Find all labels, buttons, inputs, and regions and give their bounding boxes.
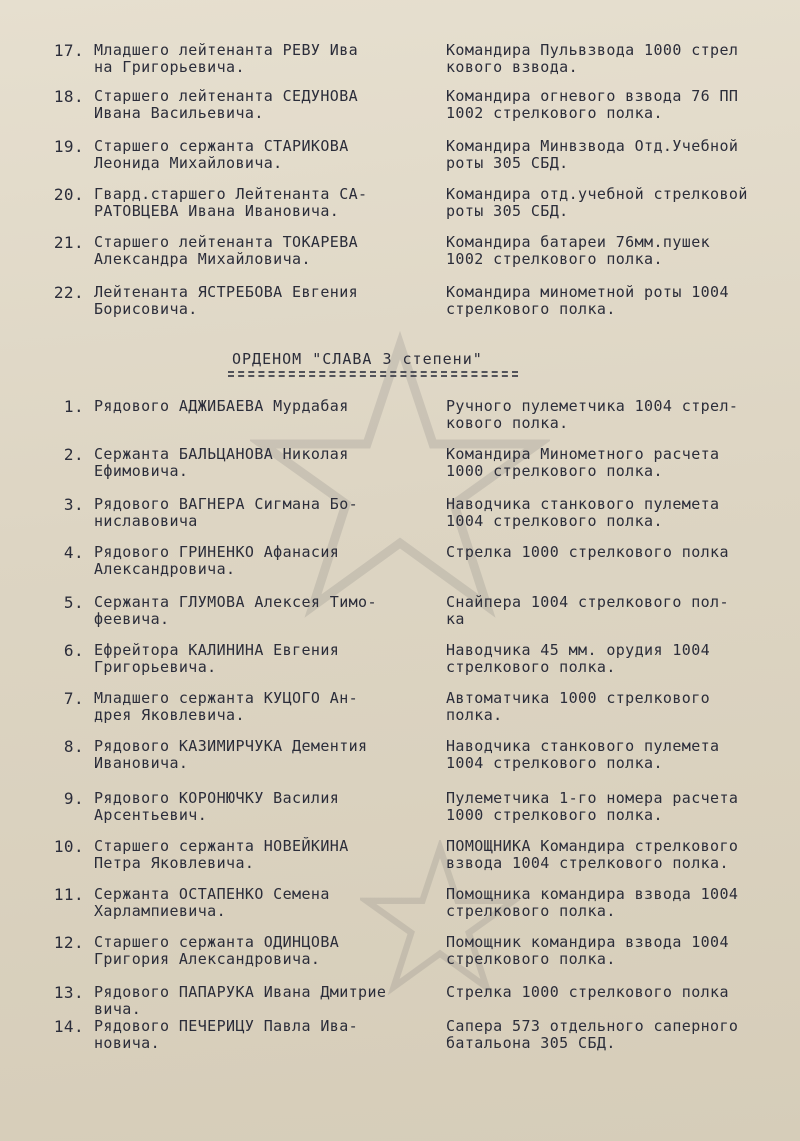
position-description <box>446 642 794 676</box>
person-name-line: Рядового ВАГНЕРА Сигмана Бо- <box>94 495 359 513</box>
person-name <box>94 838 429 872</box>
section-heading: ОРДЕНОМ "СЛАВА 3 степени" <box>232 350 483 368</box>
person-name-line: Ивана Васильевича. <box>94 104 264 122</box>
position-description-line: кового полка. <box>446 414 569 432</box>
position-description-line: Командира батареи 76мм.пушек <box>446 233 711 251</box>
entry-number: 8. <box>63 737 84 756</box>
person-name-line: новича. <box>94 1034 161 1052</box>
position-description <box>446 446 794 480</box>
person-name <box>94 642 429 676</box>
position-description-line: Помощника командира взвода 1004 <box>446 885 739 903</box>
position-description <box>446 88 794 122</box>
position-description-line: Наводчика станкового пулемета <box>446 495 720 513</box>
entry-number: 6. <box>63 641 84 660</box>
person-name-line: Рядового ПАПАРУКА Ивана Дмитрие <box>94 983 387 1001</box>
person-name-line: ниславовича <box>94 512 198 530</box>
entry-number: 18. <box>53 87 84 106</box>
person-name <box>94 496 429 530</box>
person-name-line: Рядового ПЕЧЕРИЦУ Павла Ива- <box>94 1017 359 1035</box>
person-name-line: Старшего лейтенанта СЕДУНОВА <box>94 87 359 105</box>
position-description-line: Стрелка 1000 стрелкового полка <box>446 983 729 1001</box>
heading-underline <box>228 371 518 377</box>
entry-number: 21. <box>53 233 84 252</box>
position-description-line: 1004 стрелкового полка. <box>446 754 663 772</box>
entry-number: 3. <box>63 495 84 514</box>
person-name-line: Младшего лейтенанта РЕВУ Ива <box>94 41 359 59</box>
position-description-line: Командира минометной роты 1004 <box>446 283 729 301</box>
entry-number: 7. <box>63 689 84 708</box>
position-description <box>446 544 794 561</box>
position-description-line: ка <box>446 610 465 628</box>
entry-number: 11. <box>53 885 84 904</box>
person-name-line: Харлампиевича. <box>94 902 227 920</box>
person-name <box>94 594 429 628</box>
person-name-line: Леонида Михайловича. <box>94 154 283 172</box>
person-name-line: Рядового АДЖИБАЕВА Мурдабая <box>94 397 349 415</box>
position-description-line: 1004 стрелкового полка. <box>446 512 663 530</box>
person-name-line: феевича. <box>94 610 170 628</box>
person-name-line: Григорьевича. <box>94 658 217 676</box>
person-name-line: Петра Яковлевича. <box>94 854 255 872</box>
person-name <box>94 234 429 268</box>
position-description <box>446 284 794 318</box>
entry-number: 13. <box>53 983 84 1002</box>
position-description-line: Помощник командира взвода 1004 <box>446 933 729 951</box>
person-name-line: Рядового КОРОНЮЧКУ Василия <box>94 789 340 807</box>
person-name-line: Старшего сержанта СТАРИКОВА <box>94 137 349 155</box>
position-description <box>446 398 794 432</box>
position-description-line: 1000 стрелкового полка. <box>446 806 663 824</box>
person-name-line: вича. <box>94 1000 142 1018</box>
position-description <box>446 886 794 920</box>
person-name-line: Старшего сержанта ОДИНЦОВА <box>94 933 340 951</box>
person-name <box>94 138 429 172</box>
person-name-line: РАТОВЦЕВА Ивана Ивановича. <box>94 202 340 220</box>
person-name-line: Александра Михайловича. <box>94 250 311 268</box>
position-description-line: Командира Минометного расчета <box>446 445 720 463</box>
person-name-line: Лейтенанта ЯСТРЕБОВА Евгения <box>94 283 359 301</box>
person-name-line: Сержанта ГЛУМОВА Алексея Тимо- <box>94 593 377 611</box>
position-description <box>446 838 794 872</box>
position-description-line: 1002 стрелкового полка. <box>446 250 663 268</box>
person-name <box>94 690 429 724</box>
position-description-line: Наводчика 45 мм. орудия 1004 <box>446 641 711 659</box>
person-name-line: Старшего лейтенанта ТОКАРЕВА <box>94 233 359 251</box>
position-description-line: роты 305 СБД. <box>446 154 569 172</box>
position-description-line: Командира отд.учебной стрелковой <box>446 185 748 203</box>
position-description-line: стрелкового полка. <box>446 902 616 920</box>
position-description <box>446 42 794 76</box>
person-name-line: Старшего сержанта НОВЕЙКИНА <box>94 837 349 855</box>
entry-number: 5. <box>63 593 84 612</box>
person-name-line: Рядового ГРИНЕНКО Афанасия <box>94 543 340 561</box>
position-description-line: Командира Пульвзвода 1000 стрел <box>446 41 739 59</box>
person-name <box>94 1018 429 1052</box>
entry-number: 9. <box>63 789 84 808</box>
person-name <box>94 738 429 772</box>
position-description-line: Ручного пулеметчика 1004 стрел- <box>446 397 739 415</box>
position-description <box>446 984 794 1001</box>
position-description <box>446 234 794 268</box>
person-name <box>94 934 429 968</box>
entry-number: 2. <box>63 445 84 464</box>
person-name-line: Григория Александровича. <box>94 950 321 968</box>
position-description <box>446 138 794 172</box>
person-name-line: Гвард.старшего Лейтенанта СА- <box>94 185 368 203</box>
person-name <box>94 186 429 220</box>
position-description-line: Наводчика станкового пулемета <box>446 737 720 755</box>
entry-number: 4. <box>63 543 84 562</box>
position-description-line: полка. <box>446 706 503 724</box>
person-name <box>94 984 429 1018</box>
entry-number: 10. <box>53 837 84 856</box>
person-name-line: Ефимовича. <box>94 462 189 480</box>
person-name <box>94 42 429 76</box>
position-description-line: батальона 305 СБД. <box>446 1034 616 1052</box>
position-description <box>446 496 794 530</box>
position-description <box>446 690 794 724</box>
person-name-line: Ивановича. <box>94 754 189 772</box>
person-name <box>94 398 429 415</box>
person-name-line: Арсентьевич. <box>94 806 208 824</box>
position-description-line: взвода 1004 стрелкового полка. <box>446 854 729 872</box>
person-name <box>94 886 429 920</box>
position-description <box>446 186 794 220</box>
person-name-line: Рядового КАЗИМИРЧУКА Дементия <box>94 737 368 755</box>
entry-number: 20. <box>53 185 84 204</box>
person-name-line: Младшего сержанта КУЦОГО Ан- <box>94 689 359 707</box>
position-description-line: Сапера 573 отдельного саперного <box>446 1017 739 1035</box>
position-description-line: кового взвода. <box>446 58 579 76</box>
person-name <box>94 790 429 824</box>
position-description-line: 1002 стрелкового полка. <box>446 104 663 122</box>
position-description-line: Командира огневого взвода 76 ПП <box>446 87 739 105</box>
position-description <box>446 738 794 772</box>
entry-number: 12. <box>53 933 84 952</box>
person-name <box>94 284 429 318</box>
position-description-line: Стрелка 1000 стрелкового полка <box>446 543 729 561</box>
position-description-line: 1000 стрелкового полка. <box>446 462 663 480</box>
person-name-line: Борисовича. <box>94 300 198 318</box>
entry-number: 14. <box>53 1017 84 1036</box>
position-description-line: стрелкового полка. <box>446 300 616 318</box>
person-name-line: Сержанта БАЛЬЦАНОВА Николая <box>94 445 349 463</box>
person-name <box>94 446 429 480</box>
person-name-line: на Григорьевича. <box>94 58 245 76</box>
position-description-line: Пулеметчика 1-го номера расчета <box>446 789 739 807</box>
person-name-line: Сержанта ОСТАПЕНКО Семена <box>94 885 330 903</box>
person-name-line: дрея Яковлевича. <box>94 706 245 724</box>
person-name-line: Ефрейтора КАЛИНИНА Евгения <box>94 641 340 659</box>
person-name <box>94 544 429 578</box>
position-description-line: Автоматчика 1000 стрелкового <box>446 689 711 707</box>
position-description <box>446 1018 794 1052</box>
position-description-line: стрелкового полка. <box>446 658 616 676</box>
person-name-line: Александровича. <box>94 560 236 578</box>
position-description-line: Командира Минвзвода Отд.Учебной <box>446 137 739 155</box>
position-description-line: роты 305 СБД. <box>446 202 569 220</box>
position-description-line: стрелкового полка. <box>446 950 616 968</box>
person-name <box>94 88 429 122</box>
entry-number: 1. <box>63 397 84 416</box>
position-description <box>446 790 794 824</box>
entry-number: 17. <box>53 41 84 60</box>
position-description-line: ПОМОЩНИКА Командира стрелкового <box>446 837 739 855</box>
position-description <box>446 934 794 968</box>
position-description <box>446 594 794 628</box>
entry-number: 22. <box>53 283 84 302</box>
position-description-line: Снайпера 1004 стрелкового пол- <box>446 593 729 611</box>
entry-number: 19. <box>53 137 84 156</box>
